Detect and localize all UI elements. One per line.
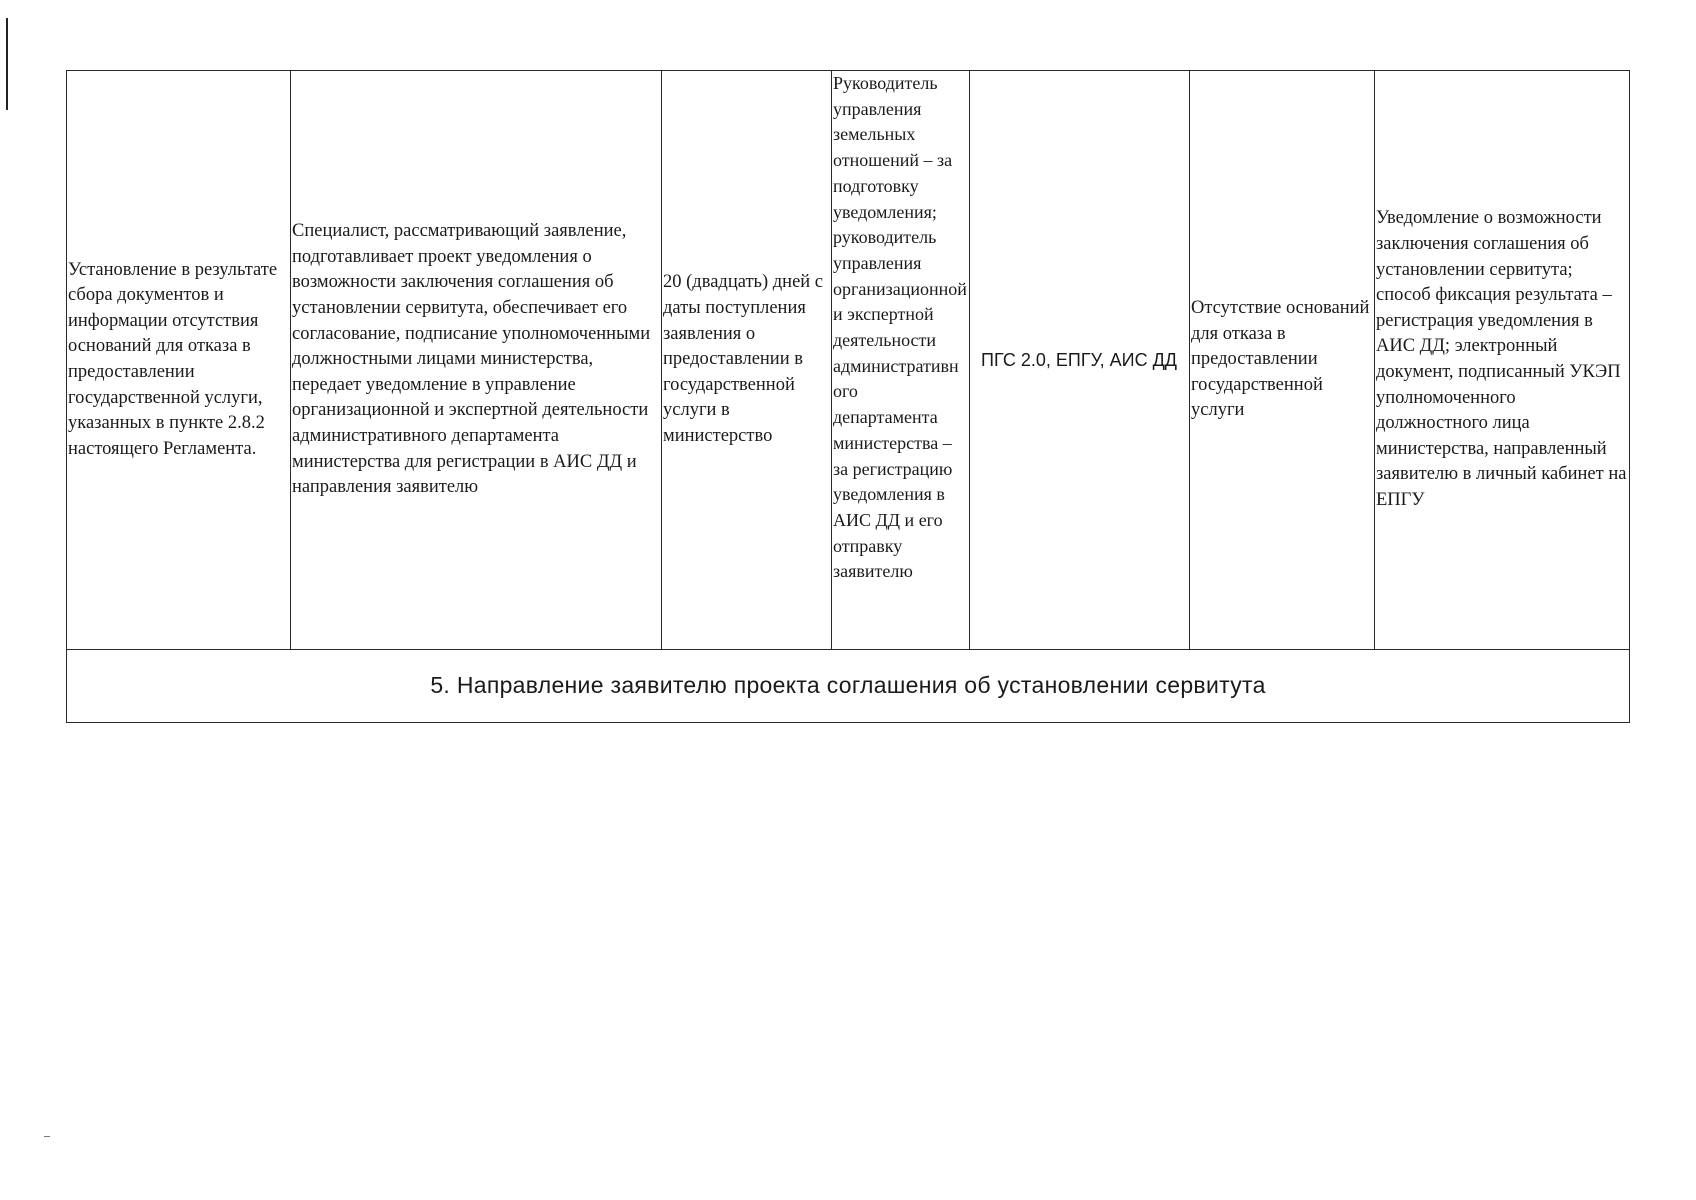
table-row <box>67 71 1630 650</box>
cell-systems: ПГС 2.0, ЕПГУ, АИС ДД <box>970 71 1190 650</box>
cell-decision-criteria: Отсутствие оснований для отказа в предоставлении государственной услуги <box>1190 71 1375 650</box>
cell-result: Уведомление о возможности заключения соглашения об установлении сервитута; способ фиксация результата – регистрация уведомления в АИС ДД; электронный документ, подписанный УКЭП уполномоченного должностного лица министерства, направленный заявителю в личный кабинет на ЕПГУ <box>1375 71 1630 650</box>
cell-responsible-actions: Специалист, рассматривающий заявление, подготавливает проект уведомления о возможности заключения соглашения об установлении сервитута, обеспечивает его согласование, подписание уполномоченными должностными лицами министерства, передает уведомление в управление организационной и экспертной деятельности административного департамента министерства для регистрации в АИС ДД и направления заявителю <box>291 71 662 650</box>
section-heading-row <box>67 650 1630 723</box>
margin-dot <box>44 1136 50 1137</box>
section-heading: 5. Направление заявителю проекта соглашения об установлении сервитута <box>67 650 1630 723</box>
procedure-table <box>66 70 1630 723</box>
cell-deadline: 20 (двадцать) дней с даты поступления заявления о предоставлении в государственной услуги в министерство <box>662 71 832 650</box>
cell-action-content: Установление в результате сбора документов и информации отсутствия оснований для отказа в предоставлении государственной услуги, указанных в пункте 2.8.2 настоящего Регламента. <box>67 71 291 650</box>
cell-responsible-officials: Руководитель управления земельных отношений – за подготовку уведомления; руководитель управления организационной и экспертной деятельности административного департамента министерства – за регистрацию уведомления в АИС ДД и его отправку заявителю <box>832 71 970 650</box>
margin-mark <box>6 18 8 110</box>
